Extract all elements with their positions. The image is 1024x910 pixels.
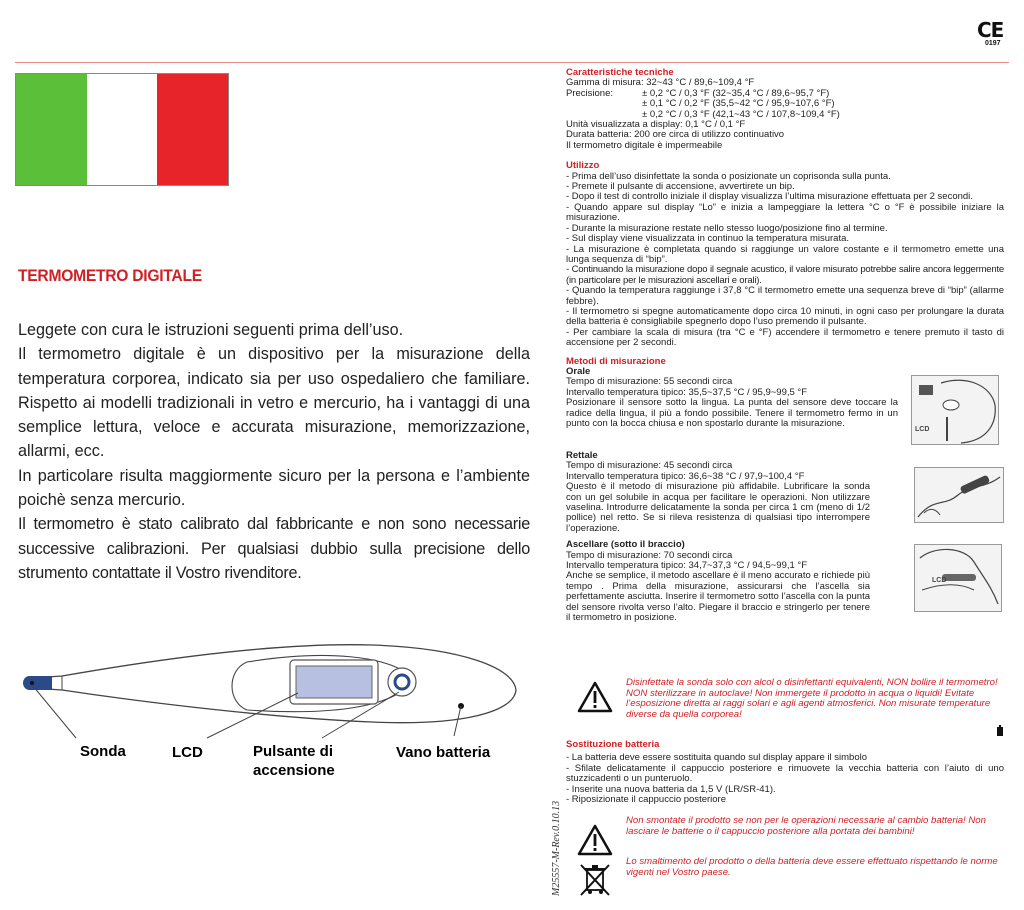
document-title: TERMOMETRO DIGITALE [18,266,202,285]
usage-item: - Durante la misurazione restate nello stesso luogo/posizione fino al termine. [566,222,888,234]
method-line: Tempo di misurazione: 45 secondi circa [566,460,733,472]
specs-precision [566,89,1004,120]
usage-item: - Quando la temperatura raggiunge i 37,8 °C il termometro emette una sequenza breve di “bip” (allarme febbre). [566,285,1004,307]
warning-triangle-icon [576,823,614,857]
battery-item: - La batteria deve essere sostituita quando sul display appare il simbolo [566,752,868,764]
warning-disassembly: Non smontate il prodotto se non per le operazioni necessarie al cambio batteria! Non lasciare le batterie o il cappuccio posteriore alla portata dei bambini! [626,815,986,837]
usage-item: - Prima dell’uso disinfettate la sonda o posizionate un coprisonda sulla punta. [566,170,891,182]
method-line: Anche se semplice, il metodo ascellare è il meno accurato e richiede più tempo . Prima della misurazione, assicurarsi che l’ascella sia perfettamente asciutta. Inserire il termometro sotto l’ascella con la punta del sensore rivolta verso l’alto. Piegare il braccio e stringerlo per tenere il termometro in posizione. [566,570,870,624]
ce-mark: CE [977,18,1004,42]
probe-tip [23,676,52,690]
probe-dot [30,681,34,685]
precision-line: ± 0,2 °C / 0,3 °F (42,1~43 °C / 107,8~109,4 °F) [642,108,840,120]
battery-item: - Riposizionate il cappuccio posteriore [566,794,726,806]
label-power-line1: Pulsante di [253,743,334,760]
method-rectal [566,451,1004,534]
method-axillary-text [566,540,870,623]
usage-item: - Premete il pulsante di accensione, avvertirete un bip. [566,181,795,193]
specs-range: Gamma di misura: 32~43 °C / 89,6~109,4 °F [566,77,755,89]
intro-paragraph: In particolare risulta maggiormente sicuro per la persona e l’ambiente poichè senza mercurio. [18,466,530,510]
method-line: Tempo di misurazione: 55 secondi circa [566,376,733,388]
battery-item: - Inserite una nuova batteria da 1,5 V (LR/SR-41). [566,783,776,795]
italian-flag [15,73,229,186]
method-line: Intervallo temperatura tipico: 34,7~37,3 °C / 94,5~99,1 °F [566,560,808,572]
method-line: Intervallo temperatura tipico: 36,6~38 °C / 97,9~100,4 °F [566,470,805,482]
specs-heading: Caratteristiche tecniche [566,67,674,78]
precision-line: ± 0,1 °C / 0,2 °F (35,5~42 °C / 95,9~107,6 °F) [642,98,835,110]
method-rectal-text [566,451,870,534]
thermometer-body [32,645,516,723]
method-oral [566,367,1004,445]
method-axillary [566,540,1004,623]
usage-heading: Utilizzo [566,160,600,172]
label-lcd: LCD [172,744,203,761]
intro-paragraph: Leggete con cura le istruzioni seguenti prima dell’uso. [18,321,404,339]
methods-heading: Metodi di misurazione [566,355,666,367]
specs-waterproof: Il termometro digitale è impermeabile [566,139,723,151]
axillary-illustration [914,544,1002,612]
usage-item: - Il termometro si spegne automaticamente dopo circa 10 minuti, in ogni caso per prolungare la durata della batteria è consigliabile spegnerlo dopo l’uso premendo il pulsante. [566,305,1004,328]
disposal-notice: Lo smaltimento del prodotto o della batteria deve essere effettuato rispettando le norme vigenti nel Vostro paese. [626,856,998,878]
method-title: Rettale [566,449,598,461]
label-power-line2: accensione [253,762,335,779]
precision-line: ± 0,2 °C / 0,3 °F (32~35,4 °C / 89,6~95,7 °F) [642,87,830,99]
precision-values [642,89,840,120]
intro-text [18,318,530,585]
specs-unit: Unità visualizzata a display: 0,1 °C / 0,1 °F [566,119,746,131]
method-title: Orale [566,365,591,377]
battery-heading: Sostituzione batteria [566,739,660,750]
usage-item: - Quando appare sul display “Lo” e inizia a lampeggiare la lettera °C o °F è possibile iniziare la misurazione. [566,201,1004,224]
top-rule [15,62,1009,63]
thermometer-diagram [22,640,522,800]
document-code: M25557-M-Rev.0.10.13 [551,800,562,896]
lcd-screen [296,666,372,698]
flag-white-band [87,74,158,185]
axillary-lcd-label: LCD [932,577,947,585]
precision-label: Precisione: [566,87,613,99]
battery-item: - Sfilate delicatamente il cappuccio posteriore e rimuovete la vecchia batteria con l’aiuto di uno stuzzicadenti o un punteruolo. [566,762,1004,785]
ce-code: 0197 [985,40,1001,47]
power-button [395,675,409,689]
specs-battery: Durata batteria: 200 ore circa di utilizzo continuativo [566,129,785,141]
crossed-bin-icon [578,862,612,898]
battery-replacement-section [566,740,1004,805]
intro-paragraph: Il termometro digitale è un dispositivo per la misurazione della temperatura corporea, indicato sia per uso ospedaliero che familiare. Rispetto ai modelli tradizionali in vetro e mercurio, ha i vantaggi di una semplice lettura, veloce e accurata misurazione, memorizzazione, allarmi, ecc. [18,345,530,461]
method-title: Ascellare (sotto il braccio) [566,539,685,551]
warning-triangle-icon [576,680,614,714]
usage-item: - Dopo il test di controllo iniziale il display visualizza l’ultima misurazione effettuata per 2 secondi. [566,191,973,203]
usage-item: - Sul display viene visualizzata in continuo la temperatura misurata. [566,233,850,245]
oral-illustration [911,375,999,445]
method-oral-text [566,367,898,445]
method-line: Intervallo temperatura tipico: 35,5~37,5 °C / 95,9~99,5 °F [566,386,808,398]
label-probe: Sonda [80,743,126,760]
warning-disinfection: Disinfettate la sonda solo con alcol o disinfettanti equivalenti, NON bollire il termometro! NON sterilizzare in autoclave! Non immergete il prodotto in acqua o liquidi! Evitate l’esposizione diretta ai raggi solari e agli agenti atmosferici. Non misurate temperature diverse da quella corporea! [626,677,998,720]
method-line: Questo è il metodo di misurazione più affidabile. Lubrificare la sonda con un gel solubile in acqua per facilitare le operazioni. Non utilizzare vaselina. Introdurre delicatamente la sonda per circa 1 cm (meno di 1/2 pollice) nel retto. Se si rileva resistenza di qualsiasi tipo interrompere l’operazione. [566,481,870,534]
right-column [566,68,1004,623]
usage-item: - La misurazione è completata quando si raggiunge un valore costante e il termometro emette una lunga sequenza di “bip”. [566,243,1004,265]
battery-icon [996,725,1004,737]
usage-item: - Per cambiare la scala di misura (tra °C e °F) accendere il termometro e tenere premuto il tasto di accensione per 2 secondi. [566,326,1004,349]
oral-lcd-label: LCD [915,425,930,433]
flag-green-band [16,74,87,185]
method-line: Posizionare il sensore sotto la lingua. La punta del sensore deve toccare la radice della lingua, il più a fondo possibile. Tenere il termometro fermo in un punto con la bocca chiusa e non spostarlo durante la misurazione. [566,397,898,429]
method-line: Tempo di misurazione: 70 secondi circa [566,549,733,561]
rectal-illustration [914,467,1004,523]
flag-red-band [157,74,228,185]
intro-paragraph: Il termometro è stato calibrato dal fabbricante e non sono necessarie successive calibrazioni. Per qualsiasi dubbio sulla precisione dello strumento contattate il Vostro rivenditore. [18,515,530,582]
usage-item: - Continuando la misurazione dopo il segnale acustico, il valore misurato potrebbe salire ancora leggermente (in particolare per le misurazioni ascellari e orali). [566,264,1004,286]
label-battery: Vano batteria [396,744,491,761]
